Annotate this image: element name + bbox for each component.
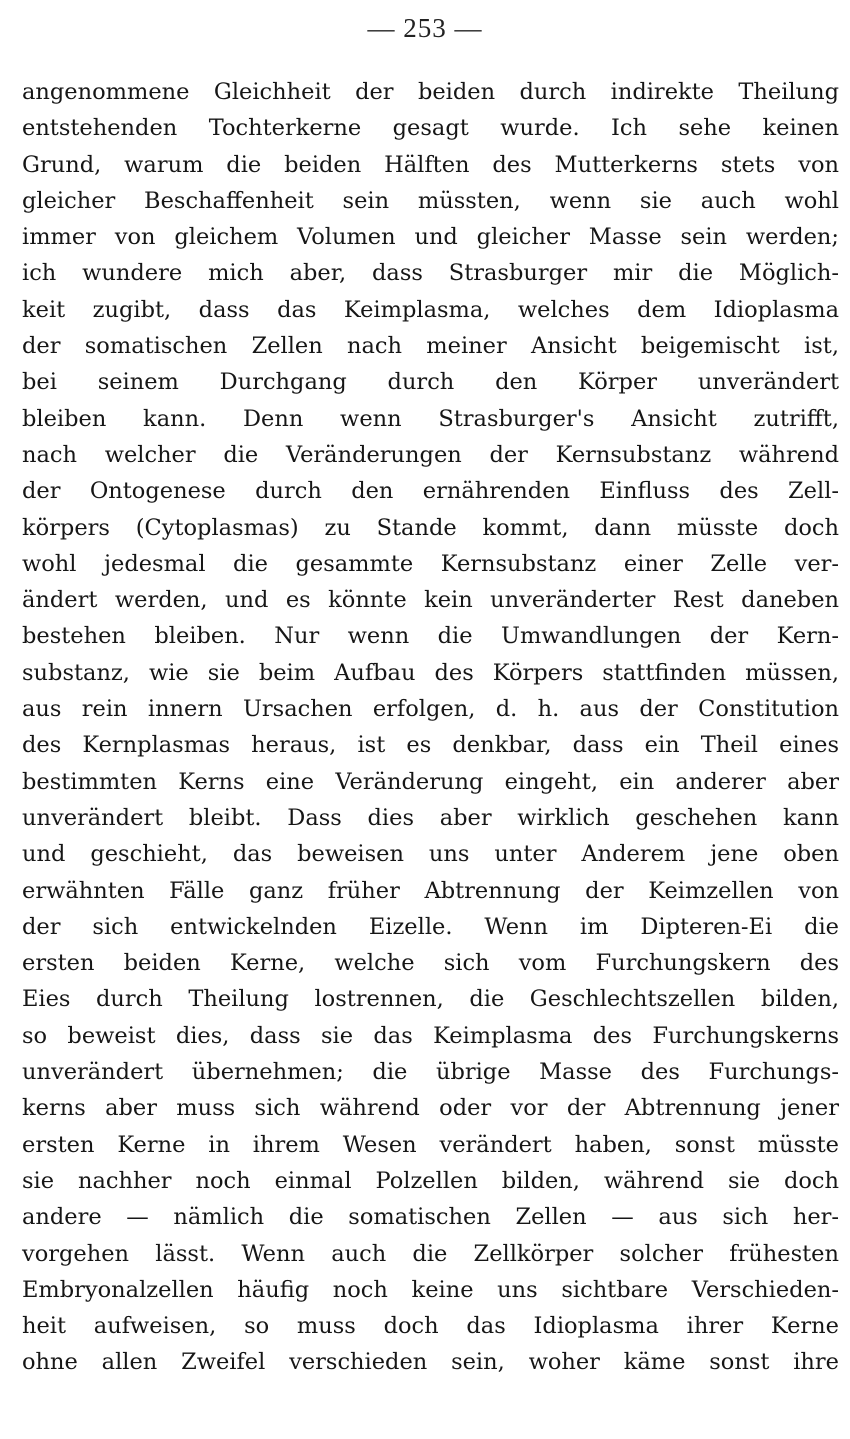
text-line: der sich entwickelnden Eizelle. Wenn im Dipteren-Ei die	[22, 913, 839, 940]
text-line: so beweist dies, dass sie das Keimplasma des Furchungskerns	[22, 1022, 839, 1049]
text-line: substanz, wie sie beim Aufbau des Körpers stattfinden müssen,	[22, 659, 839, 686]
text-line: kerns aber muss sich während oder vor der Abtrennung jener	[22, 1095, 839, 1122]
text-line: bestimmten Kerns eine Veränderung eingeht, ein anderer aber	[22, 768, 839, 795]
text-line: der Ontogenese durch den ernährenden Einfluss des Zell-	[22, 478, 839, 505]
text-line: nach welcher die Veränderungen der Kernsubstanz während	[22, 441, 839, 468]
text-line: immer von gleichem Volumen und gleicher Masse sein werden;	[22, 224, 839, 251]
text-line: des Kernplasmas heraus, ist es denkbar, dass ein Theil eines	[22, 732, 839, 759]
body-text	[22, 74, 839, 1381]
text-line: wohl jedesmal die gesammte Kernsubstanz einer Zelle ver-	[22, 550, 839, 577]
text-line: ersten Kerne in ihrem Wesen verändert haben, sonst müsste	[22, 1131, 839, 1158]
text-line: bleiben kann. Denn wenn Strasburger's Ansicht zutrifft,	[22, 405, 839, 432]
text-line: gleicher Beschaffenheit sein müssten, wenn sie auch wohl	[22, 187, 839, 214]
text-line: ich wundere mich aber, dass Strasburger mir die Möglich-	[22, 260, 839, 287]
text-line: und geschieht, das beweisen uns unter Anderem jene oben	[22, 841, 839, 868]
text-line: vorgehen lässt. Wenn auch die Zellkörper solcher frühesten	[22, 1240, 839, 1267]
text-line: ersten beiden Kerne, welche sich vom Furchungskern des	[22, 950, 839, 977]
text-line: ohne allen Zweifel verschieden sein, woher käme sonst ihre	[22, 1349, 839, 1376]
text-line: Eies durch Theilung lostrennen, die Geschlechtszellen bilden,	[22, 986, 839, 1013]
text-line: sie nachher noch einmal Polzellen bilden, während sie doch	[22, 1167, 839, 1194]
text-line: keit zugibt, dass das Keimplasma, welches dem Idioplasma	[22, 296, 839, 323]
text-line: entstehenden Tochterkerne gesagt wurde. Ich sehe keinen	[22, 115, 839, 142]
text-line: heit aufweisen, so muss doch das Idioplasma ihrer Kerne	[22, 1313, 839, 1340]
text-line: andere — nämlich die somatischen Zellen — aus sich her-	[22, 1204, 839, 1231]
text-line: Embryonalzellen häufig noch keine uns sichtbare Verschieden-	[22, 1276, 839, 1303]
text-line: aus rein innern Ursachen erfolgen, d. h. aus der Constitution	[22, 696, 839, 723]
text-line: unverändert bleibt. Dass dies aber wirklich geschehen kann	[22, 804, 839, 831]
text-line: erwähnten Fälle ganz früher Abtrennung der Keimzellen von	[22, 877, 839, 904]
text-line: bei seinem Durchgang durch den Körper unverändert	[22, 369, 839, 396]
text-line: angenommene Gleichheit der beiden durch indirekte Theilung	[22, 79, 839, 105]
text-line: unverändert übernehmen; die übrige Masse des Furchungs-	[22, 1059, 839, 1086]
text-line: Grund, warum die beiden Hälften des Mutterkerns stets von	[22, 151, 839, 178]
text-line: körpers (Cytoplasmas) zu Stande kommt, dann müsste doch	[22, 514, 839, 541]
text-line: der somatischen Zellen nach meiner Ansicht beigemischt ist,	[22, 333, 839, 360]
text-line: bestehen bleiben. Nur wenn die Umwandlungen der Kern-	[22, 623, 839, 650]
text-line: ändert werden, und es könnte kein unveränderter Rest daneben	[22, 587, 839, 614]
page-number: — 253 —	[367, 13, 483, 43]
